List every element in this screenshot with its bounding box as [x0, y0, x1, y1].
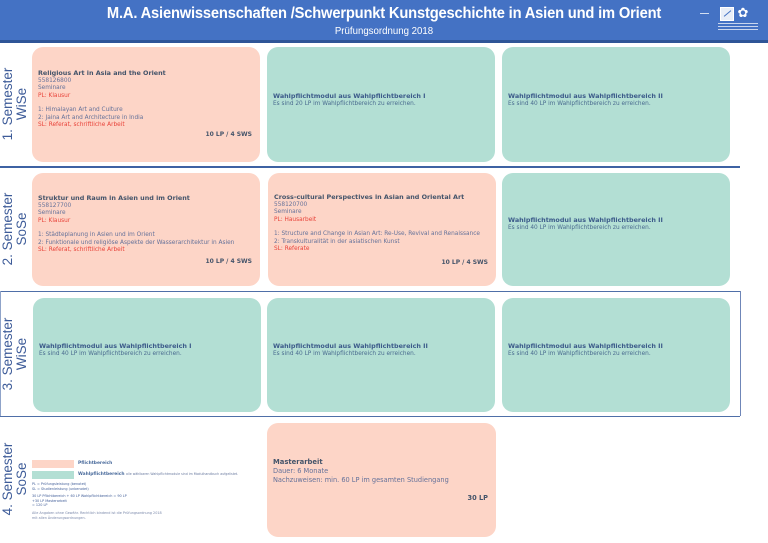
semester-term: WiSe [14, 337, 29, 371]
module-credits: 30 LP [467, 494, 488, 502]
semester-label-1 [0, 45, 30, 163]
module-code: 558120700 [274, 201, 308, 208]
page-header [0, 0, 768, 43]
semester-number: 2. Semester [0, 192, 15, 266]
module-card-religious-art[interactable] [32, 47, 260, 162]
module-card-cross-cultural[interactable] [268, 173, 496, 286]
logo-subtext [718, 23, 758, 33]
elective-card-wpb2[interactable] [502, 298, 730, 412]
module-exam: PL: Klausur [38, 93, 71, 100]
module-coursework: SL: Referat, schriftliche Arbeit [38, 247, 125, 254]
legend-credit-sum: 30 LP Pflichtbereich + 60 LP Wahlpflichtbereich = 90 LP +30 LP Masterarbeit = 120 LP [32, 494, 127, 508]
logo-flower-icon: ✿ [737, 5, 749, 20]
thesis-prerequisite: Nachzuweisen: min. 60 LP im gesamten Studiengang [273, 476, 449, 484]
semester-number: 1. Semester [0, 67, 15, 141]
module-exam: PL: Hausarbeit [274, 217, 317, 224]
elective-card-wpb2[interactable] [502, 47, 730, 162]
module-credits: 10 LP / 4 SWS [205, 258, 252, 265]
university-logo [700, 5, 758, 35]
module-credits: 10 LP / 4 SWS [441, 259, 488, 266]
elective-note: Es sind 40 LP im Wahlpflichtbereich zu erreichen. [508, 224, 651, 231]
elective-note: Es sind 40 LP im Wahlpflichtbereich zu erreichen. [508, 350, 651, 357]
semester-term: SoSe [14, 212, 29, 246]
semester-term: WiSe [14, 87, 29, 121]
legend-abbreviations: PL = Prüfungsleistung (benotet) SL = Studienleistung (unbenotet) [32, 482, 89, 491]
legend-label-wahl: Wahlpflichtbereich alle wählbaren Wahlpflichtmodule sind im Modulhandbuch aufgelistet. [78, 472, 239, 477]
module-course: 1: Himalayan Art and Culture [38, 106, 123, 113]
semester-number: 3. Semester [0, 317, 15, 391]
logo-emblem-icon [720, 7, 734, 21]
module-format: Seminare [38, 210, 66, 217]
legend-label-pflicht: Pflichtbereich [78, 461, 113, 466]
elective-title: Wahlpflichtmodul aus Wahlpflichtbereich II [508, 342, 663, 350]
module-format: Seminare [274, 209, 302, 216]
module-title: Masterarbeit [273, 458, 323, 466]
elective-title: Wahlpflichtmodul aus Wahlpflichtbereich II [273, 342, 428, 350]
semester-label-3 [0, 295, 30, 413]
elective-card-wpb2[interactable] [267, 298, 495, 412]
module-coursework: SL: Referat, schriftliche Arbeit [38, 122, 125, 129]
module-title: Cross-cultural Perspectives in Asian and Oriental Art [274, 193, 465, 201]
module-course: 1: Structure and Change in Asian Art: Re-Use, Revival and Renaissance [274, 230, 480, 237]
elective-note: Es sind 20 LP im Wahlpflichtbereich zu erreichen. [273, 100, 416, 107]
legend-swatch-wahl [32, 471, 74, 479]
legend-disclaimer: Alle Angaben ohne Gewähr. Rechtlich bindend ist die Prüfungsordnung 2018 mit allen Änderungsordnungen. [32, 511, 162, 520]
elective-card-wpb1[interactable] [33, 298, 261, 412]
elective-note: Es sind 40 LP im Wahlpflichtbereich zu erreichen. [273, 350, 416, 357]
legend-swatch-pflicht [32, 460, 74, 468]
module-title: Religious Art in Asia and the Orient [38, 69, 166, 77]
module-course: 2: Transkulturalität in der asiatischen Kunst [274, 238, 400, 245]
module-exam: PL: Klausur [38, 218, 71, 225]
semester-label-2 [0, 170, 30, 288]
semester-number: 4. Semester [0, 442, 15, 516]
row-divider [0, 291, 740, 292]
grid-right-border [740, 291, 741, 416]
page-subtitle: Prüfungsordnung 2018 [334, 25, 434, 37]
elective-title: Wahlpflichtmodul aus Wahlpflichtbereich I [273, 92, 426, 100]
elective-card-wpb2[interactable] [502, 173, 730, 286]
page-title: M.A. Asienwissenschaften /Schwerpunkt Kunstgeschichte in Asien und im Orient [106, 5, 662, 22]
row-divider [0, 416, 740, 417]
legend-wahl-note: alle wählbaren Wahlpflichtmodule sind im Modulhandbuch aufgelistet. [126, 472, 239, 476]
module-course: 2: Jaina Art and Architecture in India [38, 114, 144, 121]
module-course: 2: Funktionale und religiöse Aspekte der Wasserarchitektur in Asien [38, 239, 235, 246]
module-course: 1: Städteplanung in Asien und im Orient [38, 231, 155, 238]
module-credits: 10 LP / 4 SWS [205, 131, 252, 138]
row-divider [0, 166, 740, 168]
semester-term: SoSe [14, 462, 29, 496]
elective-card-wpb1[interactable] [267, 47, 495, 162]
module-coursework: SL: Referate [274, 246, 310, 253]
module-title: Struktur und Raum in Asien und im Orient [38, 194, 190, 202]
module-card-struktur-raum[interactable] [32, 173, 260, 286]
module-format: Seminare [38, 85, 66, 92]
module-code: 558127700 [38, 202, 72, 209]
elective-title: Wahlpflichtmodul aus Wahlpflichtbereich II [508, 216, 663, 224]
elective-note: Es sind 40 LP im Wahlpflichtbereich zu erreichen. [39, 350, 182, 357]
elective-title: Wahlpflichtmodul aus Wahlpflichtbereich II [508, 92, 663, 100]
module-code: 558126800 [38, 77, 72, 84]
thesis-duration: Dauer: 6 Monate [273, 466, 329, 475]
elective-note: Es sind 40 LP im Wahlpflichtbereich zu erreichen. [508, 100, 651, 107]
logo-wordmark: ▬▬▬ [700, 11, 709, 15]
elective-title: Wahlpflichtmodul aus Wahlpflichtbereich I [39, 342, 192, 350]
module-card-masterarbeit[interactable] [267, 423, 496, 537]
semester-label-4 [0, 420, 30, 538]
